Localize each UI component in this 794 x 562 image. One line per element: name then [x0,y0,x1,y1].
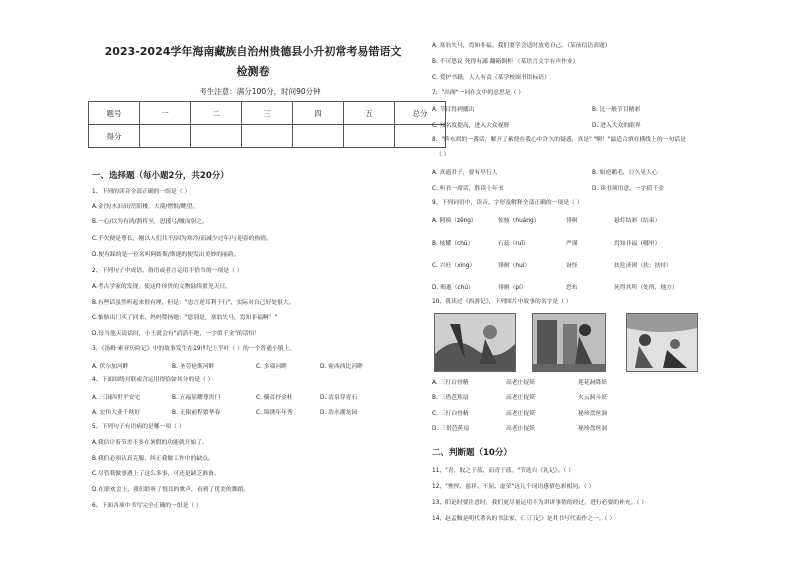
score-header-cell: 四 [293,102,344,125]
question-line: 2、下列句子中成语、俗语或者言运用不恰当的一项是（ ） [92,268,243,274]
q9-option[interactable]: A. 阿谀（zēng） [432,218,477,224]
q10-option-part: 高老庄捉妖 [506,380,535,386]
q9-option-part: 讶怪 [566,263,578,269]
q10-option-part: 秘珍盘丝洞 [578,411,607,417]
q9-option-part: 徘徊 [566,218,578,224]
q10-option[interactable]: A. 三打白骨精 [432,380,469,386]
question-line: 5、下列句子有语病的是哪一项（ ） [92,424,185,430]
q4-option[interactable]: B. 五福显耀尊贵门 [172,395,221,401]
q9-option-part: 徘徊（huí） [498,263,531,269]
question-line: 4、下面围绕对联或含运用得恰如其分的是（ ） [92,377,214,383]
question-line: 12、"憔悴、慈祥、不屈、虚荣"这几个词语感情色彩相同。（ ） [432,484,595,490]
score-input-cell[interactable] [344,125,395,148]
illustration-image-3 [626,313,698,372]
question-line: B.一心/以为有鸿/鹄将至，思援弓/缴而射之。 [92,219,209,225]
question-line: D.在联欢会上，我们聆听了悦耳的歌声，看到了优美的舞蹈。 [92,487,250,493]
section2-heading: 二、判断题（10分） [432,448,512,458]
question-line: 10、我读过《西游记》，下列图片中故事的名字是（ ） [432,299,572,305]
q10-option[interactable]: D. 三借芭蕉扇 [432,426,470,432]
question-line: A.我估计着节差不多在暑假的功能就开始了。 [92,440,208,446]
q7-option[interactable]: C. 知名度提高，进入大众视野 [432,123,510,129]
q4-option[interactable]: C. 锦绣年年秀 [256,410,293,416]
q10-option-part: 高老庄捉妖 [506,411,535,417]
score-input-cell[interactable] [293,125,344,148]
q10-option[interactable]: C. 三打白骨精 [432,411,469,417]
q10-option[interactable]: B. 三借芭蕉扇 [432,395,469,401]
question-line: A. 塞翁失马，焉知非福。我们要学会适时放宽自己。（某前信语表题） [432,43,611,49]
exam-title [92,42,414,82]
score-table-score-row [89,125,446,148]
q7-option[interactable]: B. 比一般节目精彩 [592,107,641,113]
question-line: D.便有踩的是一位名叫阿娇斯/斯逐的便发出美妙的丽韵。 [92,252,240,258]
q8-option[interactable]: A. 真通君子，要有早行人 [432,170,498,176]
exam-notice: 考生注意：满分100分，时间90分钟 [199,87,321,96]
q3-option[interactable]: A. 伏尔加河畔 [92,364,129,370]
question-line: D.每当他天说话时，小王就会有"滔滔不绝，一字值千金"的话怕！ [92,331,261,337]
score-input-cell[interactable] [140,125,191,148]
question-line: 1、下列的读音全部正确的一组是（ ） [92,189,191,195]
score-header-cell: 一 [140,102,191,125]
question-line: 14、赵孟頫是明代著名的书法家，《三门记》是其书写代表作之一。（ ） [432,516,616,522]
illustration-image-1 [434,313,516,372]
question-line: （ ） [436,152,450,158]
q8-option[interactable]: B. 如逆鹅毛，日久见人心 [592,170,658,176]
question-line: A.考古学家的发现，使这件珍贵的文物陆续重见天日。 [92,284,232,290]
q7-option[interactable]: A. 节目得到播出 [432,107,475,113]
illustration-image-2 [532,313,606,372]
score-header-cell: 题号 [89,102,140,125]
question-line: B.我们必须认真克服、纠正我做工作中的缺点。 [92,456,214,462]
q9-option-part: 徘徊（pí） [498,285,527,291]
q9-option-part: 惊骇（huáng） [498,218,540,224]
q9-option-part: 石蕊（ruǐ） [498,241,529,247]
q4-option[interactable]: A. 宏伟大业千秋好 [92,410,141,416]
q3-option[interactable]: D. 密西西比河畔 [320,364,363,370]
q9-option[interactable]: C. 兴旺（xìng） [432,263,476,269]
question-line: B. 不可思议 死得有鄙 翻箱倒柜 （某语言文字有声作业） [432,59,579,65]
q9-option-part: 恐布 [566,285,578,291]
score-header-cell: 三 [242,102,293,125]
question-line: 13、阳论时要注意时，我们更尽量运用不为讲讲事情的经过，进行必要的补充。（ ） [432,500,648,506]
q9-option-part: 严谨 [566,241,578,247]
q4-option[interactable]: D. 浩水潮龙园 [320,410,358,416]
q9-option-part: 死得其所（处所，地方） [614,285,678,291]
question-line: 7、"出阁"一词在文中的意思是（ ） [432,90,525,96]
q10-option-part: 莲花洞降妖 [578,380,607,386]
q4-option[interactable]: D. 清泉穿青石 [320,395,358,401]
q3-option[interactable]: B. 圣劳伦斯河畔 [172,364,215,370]
score-header-cell: 总分 [395,102,446,125]
illustration-art-1 [435,314,515,371]
q10-option-part: 高老庄捉妖 [506,426,535,432]
question-line: 11、"青，取之于蓝，而青于蓝。"节选自《礼记》。（ ） [432,468,575,474]
question-line: C. 爱护书籍，人人有责（某学校图书馆标语） [432,75,550,81]
question-line: C.不欠便是尊长，刚以人们共不/因为寒冷/而减少过年/与迎春的热情。 [92,236,272,242]
q4-option[interactable]: A. 三国四世平安宅 [92,395,141,401]
score-input-cell[interactable] [191,125,242,148]
illustration-art-3 [627,314,697,371]
question-line: 9、下列词语中，读音、字形及解释全部正确的一项是（ ） [432,200,583,206]
question-line: C.惦惦出门买了回来，妈妈赞扬她："您别是，塞翁失马，焉知非福啊！" [92,315,278,321]
section1-heading: 一、选择题（每小题2分，共20分） [92,171,229,181]
q9-option-part: 扶危济困（扶：扶持） [614,263,672,269]
illustration-art-2 [533,314,605,371]
q7-option[interactable]: D. 进入大众的眼界 [592,123,641,129]
q10-option-part: 秘珍盘丝洞 [578,426,607,432]
q9-option[interactable]: D. 殒逝（chú） [432,285,474,291]
q3-option[interactable]: C. 多瑙河畔 [256,364,287,370]
question-line: A.金沙/水汩汩/岳阳楼，大漠/憎恨/眺望。 [92,204,199,210]
q4-option[interactable]: C. 横首抒金桂 [256,395,293,401]
question-line: C.尽管我做事遇上了这么多事，可还是缺乏准备。 [92,471,220,477]
score-input-cell[interactable] [242,125,293,148]
q9-option-part: 悬灯结彩（结束） [614,218,661,224]
q8-option[interactable]: D. 读书须用意，一字值千金 [592,186,664,192]
score-header-cell: 五 [344,102,395,125]
q10-option-part: 高老庄捉妖 [506,395,535,401]
question-line: 8、"阵东拐的一番话，解开了萦绕在我心中许久的疑惑，真是" "啊！"最适合填在横线上的一句话是 [432,137,686,143]
question-line: 6、下面各项中书写完全正确的一组是（ ） [92,503,202,509]
score-row-label: 得分 [89,125,140,148]
score-header-cell: 二 [191,102,242,125]
q9-option[interactable]: B. 炫耀（chǔ） [432,241,474,247]
question-line: 3、《汤姆·索亚历险记》中的故事发生在19世纪上半叶（ ）的一个普通小镇上。 [92,346,296,352]
q4-option[interactable]: B. 无限前程繁华春 [172,410,221,416]
title-line-1: 2023-2024学年海南藏族自治州贵德县小升初常考易错语文 [104,45,402,58]
q9-option-part: 焉知非福（哪里） [614,241,661,247]
question-line: B.有些话虽然听起来很有理，但是："忠言逆耳利于行"，实际对自己好处很大。 [92,300,295,306]
q10-option-part: 火云洞斗妖 [578,395,607,401]
score-table [88,101,446,148]
title-line-2: 检测卷 [236,65,270,78]
q8-option[interactable]: C. 听君一席话，胜读十年书 [432,186,504,192]
score-table-header-row [89,102,446,125]
